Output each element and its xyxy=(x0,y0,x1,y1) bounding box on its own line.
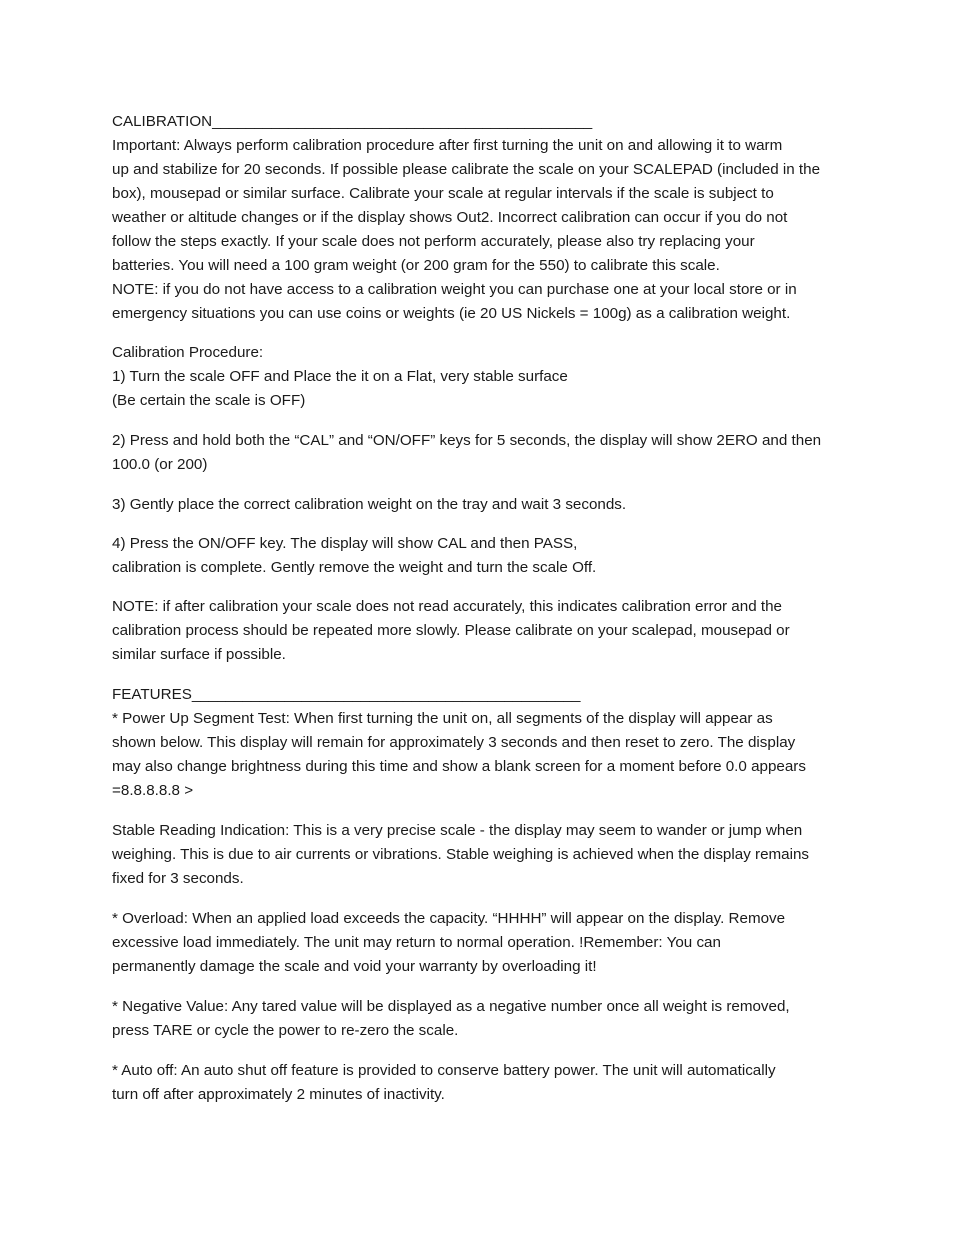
feature-stable-reading: Stable Reading Indication: This is a very precise scale - the display may seem to wander or jump when weighing. This is due to air currents or vibrations. Stable weighing is achieved when the display remains fixed for 3 seconds. xyxy=(112,822,810,887)
calibration-weight-note: NOTE: if you do not have access to a calibration weight you can purchase one at your local store or in emergency situations you can use coins or weights (ie 20 US Nickels = 100g) as a calibration weight. xyxy=(112,281,797,322)
feature-negative-value: * Negative Value: Any tared value will be displayed as a negative number once all weight is removed, press TARE or cycle the power to re-zero the scale. xyxy=(112,998,790,1039)
calibration-error-note: NOTE: if after calibration your scale does not read accurately, this indicates calibration error and the calibration process should be repeated more slowly. Please calibrate on your scalepad, mousepad or similar surface if possible. xyxy=(112,598,790,663)
important-paragraph: Important: Always perform calibration procedure after first turning the unit on and allowing it to warm up and stabilize for 20 seconds. If possible please calibrate the scale on your SCALEPAD (included in the box), mousepad or similar surface. Calibrate your scale at regular intervals if the scale is subject to weather or altitude changes or if the display shows Out2. Incorrect calibration can occur if you do not follow the steps exactly. If your scale does not perform accurately, please also try replacing your batteries. You will need a 100 gram weight (or 200 gram for the 550) to calibrate this scale. xyxy=(112,137,821,274)
procedure-step-2: 2) Press and hold both the “CAL” and “ON/OFF” keys for 5 seconds, the display will show 2ERO and then 100.0 (or 200) xyxy=(112,432,822,473)
procedure-title: Calibration Procedure: xyxy=(112,344,264,361)
calibration-heading: CALIBRATION_____________________________________________ xyxy=(112,113,593,130)
procedure-step-3: 3) Gently place the correct calibration weight on the tray and wait 3 seconds. xyxy=(112,496,627,513)
document-page xyxy=(112,110,847,1107)
procedure-step-4: 4) Press the ON/OFF key. The display will show CAL and then PASS, calibration is complete. Gently remove the weight and turn the scale Off. xyxy=(112,535,597,576)
features-heading: FEATURES______________________________________________ xyxy=(112,686,581,703)
feature-auto-off: * Auto off: An auto shut off feature is provided to conserve battery power. The unit will automatically turn off after approximately 2 minutes of inactivity. xyxy=(112,1062,776,1103)
procedure-step-1: 1) Turn the scale OFF and Place the it on a Flat, very stable surface (Be certain the scale is OFF) xyxy=(112,368,568,409)
feature-power-up: * Power Up Segment Test: When first turning the unit on, all segments of the display will appear as shown below. This display will remain for approximately 3 seconds and then reset to zero. The display may also change brightness during this time and show a blank screen for a moment before 0.0 appears =8.8.8.8.8 > xyxy=(112,710,806,799)
feature-overload: * Overload: When an applied load exceeds the capacity. “HHHH” will appear on the display. Remove excessive load immediately. The unit may return to normal operation. !Remember: You can permanently damage the scale and void your warranty by overloading it! xyxy=(112,910,786,975)
